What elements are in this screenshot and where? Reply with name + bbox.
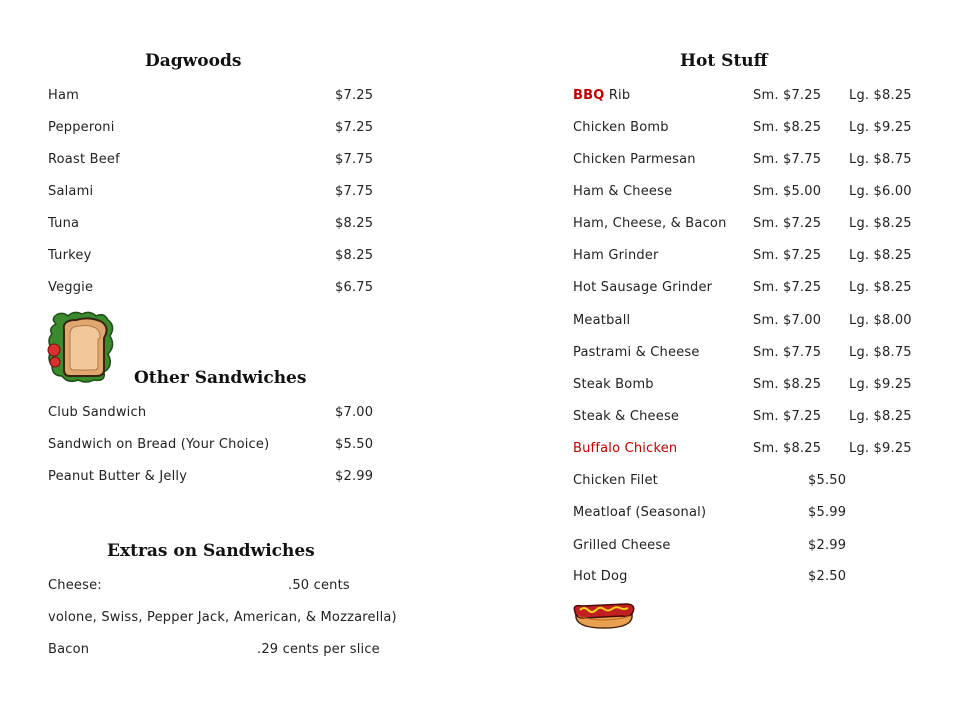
- hot-item-sm: Sm. $7.25: [753, 409, 822, 424]
- hot-item-lg: Lg. $8.25: [849, 88, 912, 103]
- other-sandwich-name: Club Sandwich: [48, 405, 147, 420]
- hot-item-lg: Lg. $6.00: [849, 184, 912, 199]
- hot-item-name: Ham, Cheese, & Bacon: [573, 216, 727, 231]
- hot-item-sm: Sm. $7.00: [753, 313, 822, 328]
- hot-item-prefix: BBQ: [573, 88, 605, 103]
- other-sandwich-price: $2.99: [335, 469, 374, 484]
- dagwoods-item-name: Pepperoni: [48, 120, 115, 135]
- hot-item-name: Steak Bomb: [573, 377, 654, 392]
- extras-cheese-types: volone, Swiss, Pepper Jack, American, & Mozzarella): [48, 610, 397, 625]
- sandwich-icon: [46, 310, 118, 384]
- hot-item-sm: Sm. $7.25: [753, 88, 822, 103]
- dagwoods-item-price: $7.25: [335, 88, 374, 103]
- extras-cheese-label: Cheese:: [48, 578, 102, 593]
- hot-item-name: Pastrami & Cheese: [573, 345, 700, 360]
- hot-stuff-title: Hot Stuff: [680, 51, 768, 71]
- extras-bacon-price: .29 cents per slice: [257, 642, 380, 657]
- other-sandwich-price: $7.00: [335, 405, 374, 420]
- hot-item-name: Steak & Cheese: [573, 409, 680, 424]
- hot-item-name: Meatball: [573, 313, 631, 328]
- hot-item-lg: Lg. $9.25: [849, 120, 912, 135]
- hot-single-name: Grilled Cheese: [573, 538, 671, 553]
- hot-single-price: $2.50: [808, 569, 847, 584]
- hot-item-name: Ham Grinder: [573, 248, 659, 263]
- hot-item-name: Chicken Bomb: [573, 120, 669, 135]
- hot-single-name: Meatloaf (Seasonal): [573, 505, 707, 520]
- hot-item-name: Hot Sausage Grinder: [573, 280, 713, 295]
- hot-single-price: $5.50: [808, 473, 847, 488]
- hot-single-name: Hot Dog: [573, 569, 628, 584]
- hot-single-price: $2.99: [808, 538, 847, 553]
- other-sandwich-name: Peanut Butter & Jelly: [48, 469, 188, 484]
- other-sandwich-name: Sandwich on Bread (Your Choice): [48, 437, 270, 452]
- hot-item-sm: Sm. $8.25: [753, 120, 822, 135]
- dagwoods-item-price: $7.75: [335, 184, 374, 199]
- dagwoods-item-name: Veggie: [48, 280, 94, 295]
- hot-item-name: [573, 88, 630, 103]
- hot-item-lg: Lg. $9.25: [849, 377, 912, 392]
- hot-item-name: Chicken Parmesan: [573, 152, 696, 167]
- hot-item-lg: Lg. $8.25: [849, 248, 912, 263]
- hot-item-sm: Sm. $7.75: [753, 152, 822, 167]
- hot-item-name: Ham & Cheese: [573, 184, 673, 199]
- dagwoods-item-name: Roast Beef: [48, 152, 120, 167]
- dagwoods-item-name: Turkey: [48, 248, 92, 263]
- dagwoods-item-price: $6.75: [335, 280, 374, 295]
- extras-cheese-price: .50 cents: [288, 578, 350, 593]
- hot-item-lg: Lg. $8.75: [849, 152, 912, 167]
- hot-item-sm: Sm. $8.25: [753, 441, 822, 456]
- extras-bacon-label: Bacon: [48, 642, 90, 657]
- dagwoods-item-price: $8.25: [335, 248, 374, 263]
- dagwoods-item-price: $8.25: [335, 216, 374, 231]
- hot-dog-icon: [572, 598, 636, 630]
- hot-item-lg: Lg. $8.75: [849, 345, 912, 360]
- hot-item-sm: Sm. $7.25: [753, 216, 822, 231]
- hot-item-sm: Sm. $5.00: [753, 184, 822, 199]
- dagwoods-item-price: $7.25: [335, 120, 374, 135]
- hot-single-price: $5.99: [808, 505, 847, 520]
- hot-item-lg: Lg. $8.00: [849, 313, 912, 328]
- hot-item-lg: Lg. $8.25: [849, 280, 912, 295]
- hot-item-sm: Sm. $7.75: [753, 345, 822, 360]
- hot-item-sm: Sm. $8.25: [753, 377, 822, 392]
- hot-item-name-text: Rib: [608, 88, 631, 103]
- hot-item-name-highlight: Buffalo Chicken: [573, 441, 678, 456]
- other-sandwiches-title: Other Sandwiches: [134, 368, 307, 388]
- dagwoods-item-name: Ham: [48, 88, 80, 103]
- hot-item-lg: Lg. $8.25: [849, 409, 912, 424]
- extras-title: Extras on Sandwiches: [107, 541, 315, 561]
- dagwoods-item-name: Tuna: [48, 216, 80, 231]
- dagwoods-item-price: $7.75: [335, 152, 374, 167]
- hot-item-sm: Sm. $7.25: [753, 248, 822, 263]
- hot-item-lg: Lg. $8.25: [849, 216, 912, 231]
- hot-single-name: Chicken Filet: [573, 473, 658, 488]
- dagwoods-title: Dagwoods: [145, 51, 242, 71]
- hot-item-sm: Sm. $7.25: [753, 280, 822, 295]
- dagwoods-item-name: Salami: [48, 184, 94, 199]
- hot-item-lg: Lg. $9.25: [849, 441, 912, 456]
- other-sandwich-price: $5.50: [335, 437, 374, 452]
